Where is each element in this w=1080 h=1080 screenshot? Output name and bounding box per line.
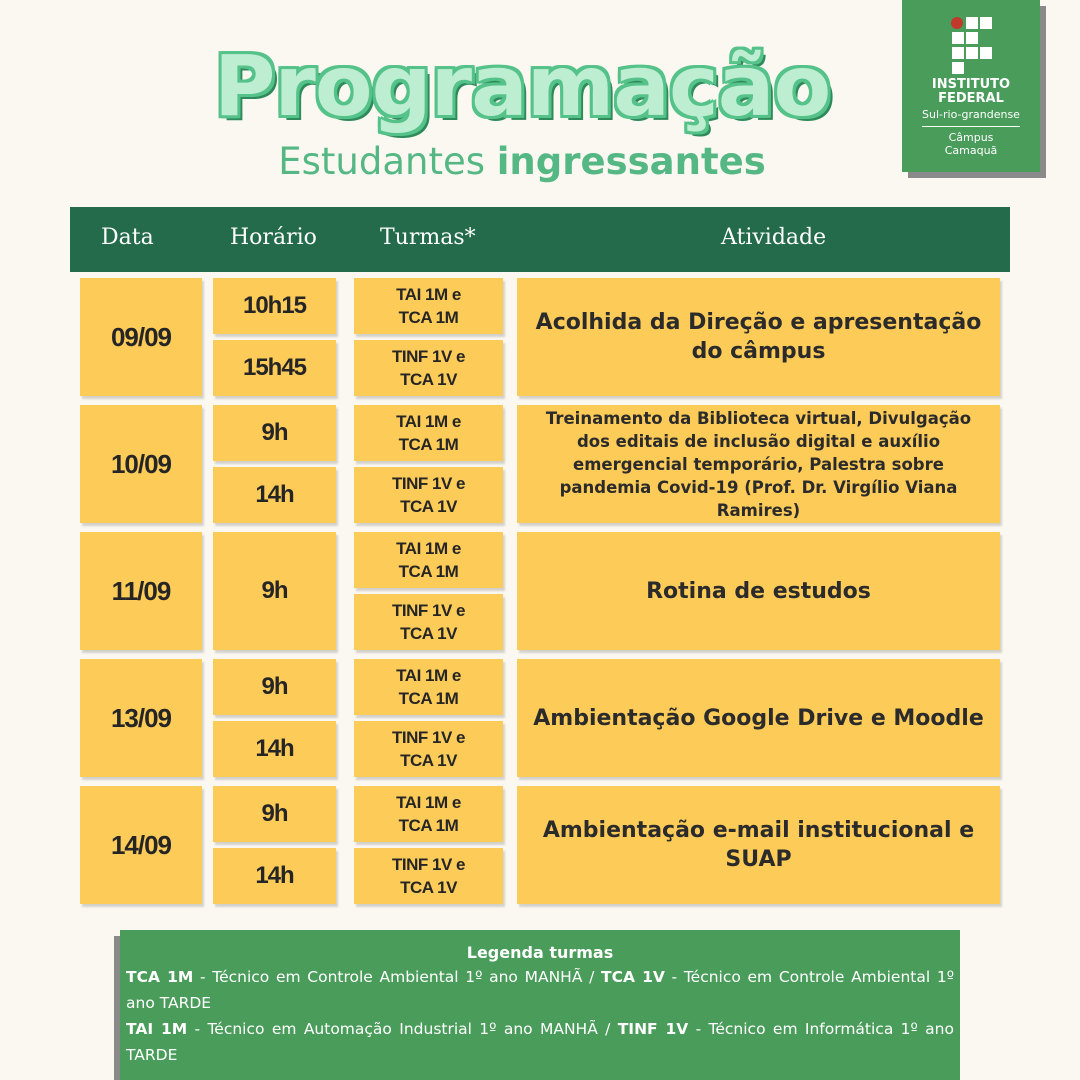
- schedule-turma: TAI 1M e TCA 1M: [354, 405, 503, 461]
- subtitle-regular: Estudantes: [278, 140, 497, 183]
- schedule-activity: Ambientação Google Drive e Moodle: [517, 659, 1000, 777]
- legend-code: TAI 1M: [126, 1020, 188, 1038]
- schedule-turma: TINF 1V e TCA 1V: [354, 594, 503, 650]
- schedule-date: 09/09: [80, 278, 202, 396]
- schedule-activity: Acolhida da Direção e apresentação do câmpus: [517, 278, 1000, 396]
- schedule-activity: Treinamento da Biblioteca virtual, Divulgação dos editais de inclusão digital e auxílio emergencial temporário, Palestra sobre pandemia Covid-19 (Prof. Dr. Virgílio Viana Ramires): [517, 405, 1000, 523]
- page-title: Programação: [213, 37, 831, 135]
- logo-line-federal: FEDERAL: [938, 91, 1004, 106]
- schedule-time: 9h: [213, 405, 336, 461]
- column-header-time: Horário: [230, 225, 317, 250]
- column-header-date: Data: [101, 225, 154, 250]
- column-header-turmas: Turmas*: [380, 225, 476, 250]
- legend-desc: - Técnico em Automação Industrial 1º ano MANHÃ /: [187, 1020, 618, 1038]
- schedule-activity: Ambientação e-mail institucional e SUAP: [517, 786, 1000, 904]
- schedule-turma: TAI 1M e TCA 1M: [354, 659, 503, 715]
- institution-logo: [902, 0, 1040, 172]
- schedule-date: 14/09: [80, 786, 202, 904]
- schedule-turma: TINF 1V e TCA 1V: [354, 467, 503, 523]
- schedule-turma: TAI 1M e TCA 1M: [354, 278, 503, 334]
- legend-paragraph: [126, 1016, 954, 1068]
- schedule-time: 10h15: [213, 278, 336, 334]
- schedule-date: 13/09: [80, 659, 202, 777]
- schedule-time: 14h: [213, 467, 336, 523]
- schedule-time: 9h: [213, 786, 336, 842]
- schedule-time: 15h45: [213, 340, 336, 396]
- table-header: [70, 207, 1010, 272]
- page-subtitle: [212, 138, 832, 186]
- schedule-time: 9h: [213, 659, 336, 715]
- schedule-date: 11/09: [80, 532, 202, 650]
- schedule-time: 9h: [213, 532, 336, 650]
- legend-desc: - Técnico em Controle Ambiental 1º ano MANHÃ /: [193, 968, 601, 986]
- legend-code: TINF 1V: [617, 1020, 689, 1038]
- legend-code: TCA 1V: [601, 968, 665, 986]
- subtitle-bold: ingressantes: [496, 140, 766, 183]
- logo-line-instituto: INSTITUTO: [931, 77, 1011, 92]
- column-header-activity: Atividade: [721, 225, 827, 250]
- schedule-date: 10/09: [80, 405, 202, 523]
- legend-desc: - Técnico em Informática 1º ano TARDE: [126, 1020, 954, 1064]
- logo-line-city: Camaquã: [944, 144, 998, 157]
- schedule-time: 14h: [213, 848, 336, 904]
- legend-paragraph: [126, 964, 954, 1016]
- schedule-turma: TAI 1M e TCA 1M: [354, 786, 503, 842]
- if-logo-icon: [950, 16, 992, 74]
- logo-divider: [922, 126, 1020, 127]
- legend-code: TCA 1M: [126, 968, 194, 986]
- legend-desc: - Técnico em Controle Ambiental 1º ano TARDE: [126, 968, 955, 1012]
- logo-line-region: Sul-rio-grandense: [922, 108, 1020, 121]
- schedule-turma: TAI 1M e TCA 1M: [354, 532, 503, 588]
- legend-title: Legenda turmas: [466, 943, 614, 962]
- schedule-turma: TINF 1V e TCA 1V: [354, 721, 503, 777]
- schedule-time: 14h: [213, 721, 336, 777]
- schedule-turma: TINF 1V e TCA 1V: [354, 340, 503, 396]
- schedule-activity: Rotina de estudos: [517, 532, 1000, 650]
- schedule-turma: TINF 1V e TCA 1V: [354, 848, 503, 904]
- logo-line-campus: Câmpus: [948, 131, 994, 144]
- legend-box: [120, 930, 960, 1080]
